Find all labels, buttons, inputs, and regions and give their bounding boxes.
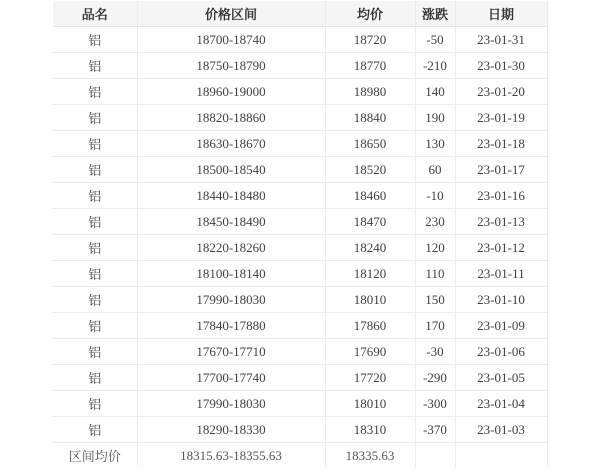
cell-avg: 18240 [325,235,415,261]
cell-range: 17840-17880 [137,313,325,339]
cell-product: 铝 [53,27,137,53]
cell-product: 铝 [53,287,137,313]
cell-avg: 18310 [325,417,415,443]
cell-avg: 18470 [325,209,415,235]
summary-cell-change [415,443,455,469]
table-row [53,157,547,183]
cell-range: 18750-18790 [137,53,325,79]
cell-change: 140 [415,79,455,105]
table-row [53,27,547,53]
table-row [53,79,547,105]
cell-product: 铝 [53,365,137,391]
cell-range: 17990-18030 [137,287,325,313]
cell-date: 23-01-30 [455,53,547,79]
cell-avg: 17690 [325,339,415,365]
cell-product: 铝 [53,209,137,235]
cell-date: 23-01-05 [455,365,547,391]
summary-cell-date [455,443,547,469]
cell-date: 23-01-11 [455,261,547,287]
cell-change: 60 [415,157,455,183]
column-header-product: 品名 [53,1,137,27]
table-row [53,183,547,209]
cell-range: 17990-18030 [137,391,325,417]
cell-change: 190 [415,105,455,131]
table-row [53,105,547,131]
cell-change: -10 [415,183,455,209]
table-row [53,417,547,443]
cell-avg: 18770 [325,53,415,79]
cell-date: 23-01-18 [455,131,547,157]
cell-range: 18450-18490 [137,209,325,235]
summary-cell-product: 区间均价 [53,443,137,469]
cell-date: 23-01-16 [455,183,547,209]
cell-range: 18440-18480 [137,183,325,209]
cell-change: 230 [415,209,455,235]
cell-date: 23-01-12 [455,235,547,261]
cell-range: 18630-18670 [137,131,325,157]
cell-range: 18700-18740 [137,27,325,53]
table-row [53,131,547,157]
cell-change: 130 [415,131,455,157]
table-row [53,391,547,417]
table-row [53,235,547,261]
table-footer [53,443,547,469]
cell-product: 铝 [53,417,137,443]
column-header-date: 日期 [455,1,547,27]
cell-avg: 18520 [325,157,415,183]
cell-range: 18960-19000 [137,79,325,105]
cell-product: 铝 [53,313,137,339]
summary-cell-avg: 18335.63 [325,443,415,469]
table-row [53,287,547,313]
cell-avg: 18460 [325,183,415,209]
column-header-avg: 均价 [325,1,415,27]
cell-date: 23-01-31 [455,27,547,53]
cell-avg: 18840 [325,105,415,131]
cell-change: -210 [415,53,455,79]
column-header-range: 价格区间 [137,1,325,27]
summary-cell-range: 18315.63-18355.63 [137,443,325,469]
cell-product: 铝 [53,79,137,105]
cell-change: -370 [415,417,455,443]
table-header-row [53,1,547,27]
cell-date: 23-01-06 [455,339,547,365]
cell-date: 23-01-03 [455,417,547,443]
column-header-change: 涨跌 [415,1,455,27]
cell-change: -300 [415,391,455,417]
cell-date: 23-01-13 [455,209,547,235]
cell-avg: 18120 [325,261,415,287]
cell-date: 23-01-19 [455,105,547,131]
cell-range: 18820-18860 [137,105,325,131]
cell-product: 铝 [53,339,137,365]
cell-product: 铝 [53,235,137,261]
table-header [53,1,547,27]
cell-avg: 17860 [325,313,415,339]
cell-change: 170 [415,313,455,339]
cell-range: 18100-18140 [137,261,325,287]
cell-change: -30 [415,339,455,365]
cell-avg: 18010 [325,391,415,417]
cell-date: 23-01-10 [455,287,547,313]
cell-date: 23-01-17 [455,157,547,183]
table-row [53,53,547,79]
table-body [53,27,547,443]
table-row [53,209,547,235]
aluminum-price-table [53,1,548,469]
cell-product: 铝 [53,53,137,79]
cell-change: -290 [415,365,455,391]
cell-product: 铝 [53,183,137,209]
cell-product: 铝 [53,131,137,157]
cell-product: 铝 [53,261,137,287]
cell-change: 110 [415,261,455,287]
cell-avg: 18720 [325,27,415,53]
cell-range: 18220-18260 [137,235,325,261]
cell-avg: 18650 [325,131,415,157]
cell-change: 150 [415,287,455,313]
cell-range: 17670-17710 [137,339,325,365]
cell-change: -50 [415,27,455,53]
cell-product: 铝 [53,105,137,131]
cell-product: 铝 [53,391,137,417]
table-row [53,365,547,391]
cell-product: 铝 [53,157,137,183]
cell-date: 23-01-20 [455,79,547,105]
cell-avg: 18010 [325,287,415,313]
cell-date: 23-01-04 [455,391,547,417]
cell-date: 23-01-09 [455,313,547,339]
cell-range: 18500-18540 [137,157,325,183]
table-row [53,313,547,339]
cell-range: 18290-18330 [137,417,325,443]
cell-avg: 18980 [325,79,415,105]
cell-range: 17700-17740 [137,365,325,391]
summary-row [53,443,547,469]
table-row [53,261,547,287]
table-row [53,339,547,365]
cell-change: 120 [415,235,455,261]
cell-avg: 17720 [325,365,415,391]
